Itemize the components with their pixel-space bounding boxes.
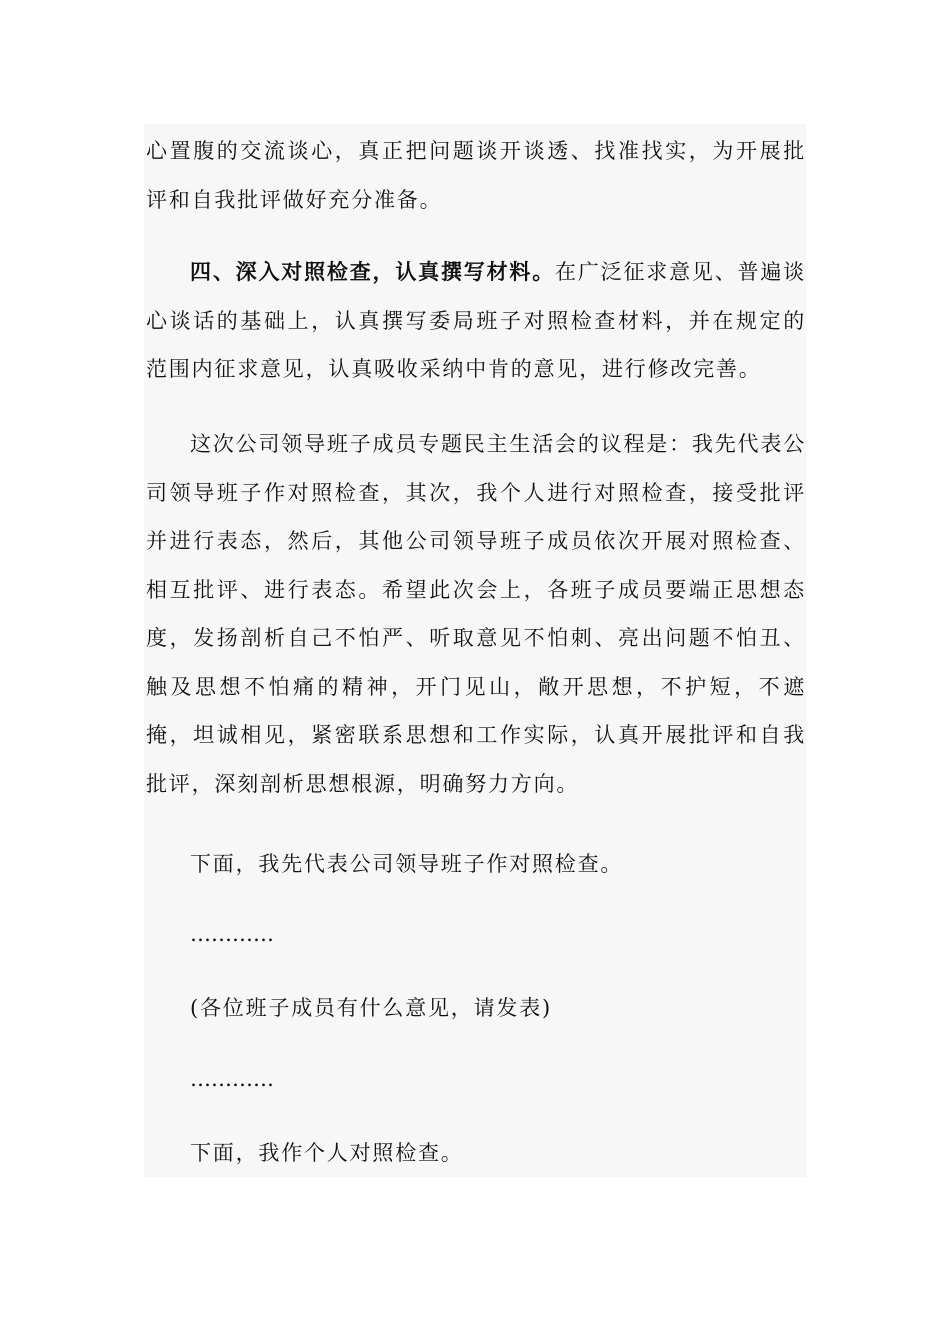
ellipsis-line-1: ………… <box>190 922 274 946</box>
section-four-body: 在广泛征求意见、普遍谈心谈话的基础上，认真撰写委局班子对照检查材料，并在规定的范围内征求意见，认真吸收采纳中肯的意见，进行修改完善。 <box>146 260 806 381</box>
paragraph-section-four <box>146 248 806 394</box>
paragraph-preparation-end: 心置腹的交流谈心，真正把问题谈开谈透、找准找实，为开展批评和自我批评做好充分准备。 <box>146 139 806 212</box>
ellipsis-line-2: ………… <box>190 1067 274 1091</box>
paragraph-agenda: 这次公司领导班子成员专题民主生活会的议程是：我先代表公司领导班子作对照检查，其次，我个人进行对照检查，接受批评并进行表态，然后，其他公司领导班子成员依次开展对照检查、相互批评、进行表态。希望此次会上，各班子成员要端正思想态度，发扬剖析自己不怕严、听取意见不怕刺、亮出问题不怕丑、触及思想不怕痛的精神，开门见山，敞开思想，不护短，不遮掩，坦诚相见，紧密联系思想和工作实际，认真开展批评和自我批评，深刻剖析思想根源，明确努力方向。 <box>146 432 806 796</box>
paragraph-invite-comments: (各位班子成员有什么意见，请发表) <box>190 996 552 1020</box>
paragraph-personal-review: 下面，我作个人对照检查。 <box>190 1141 464 1165</box>
section-four-heading: 四、深入对照检查，认真撰写材料。 <box>190 259 556 284</box>
paragraph-company-review: 下面，我先代表公司领导班子作对照检查。 <box>190 852 624 876</box>
